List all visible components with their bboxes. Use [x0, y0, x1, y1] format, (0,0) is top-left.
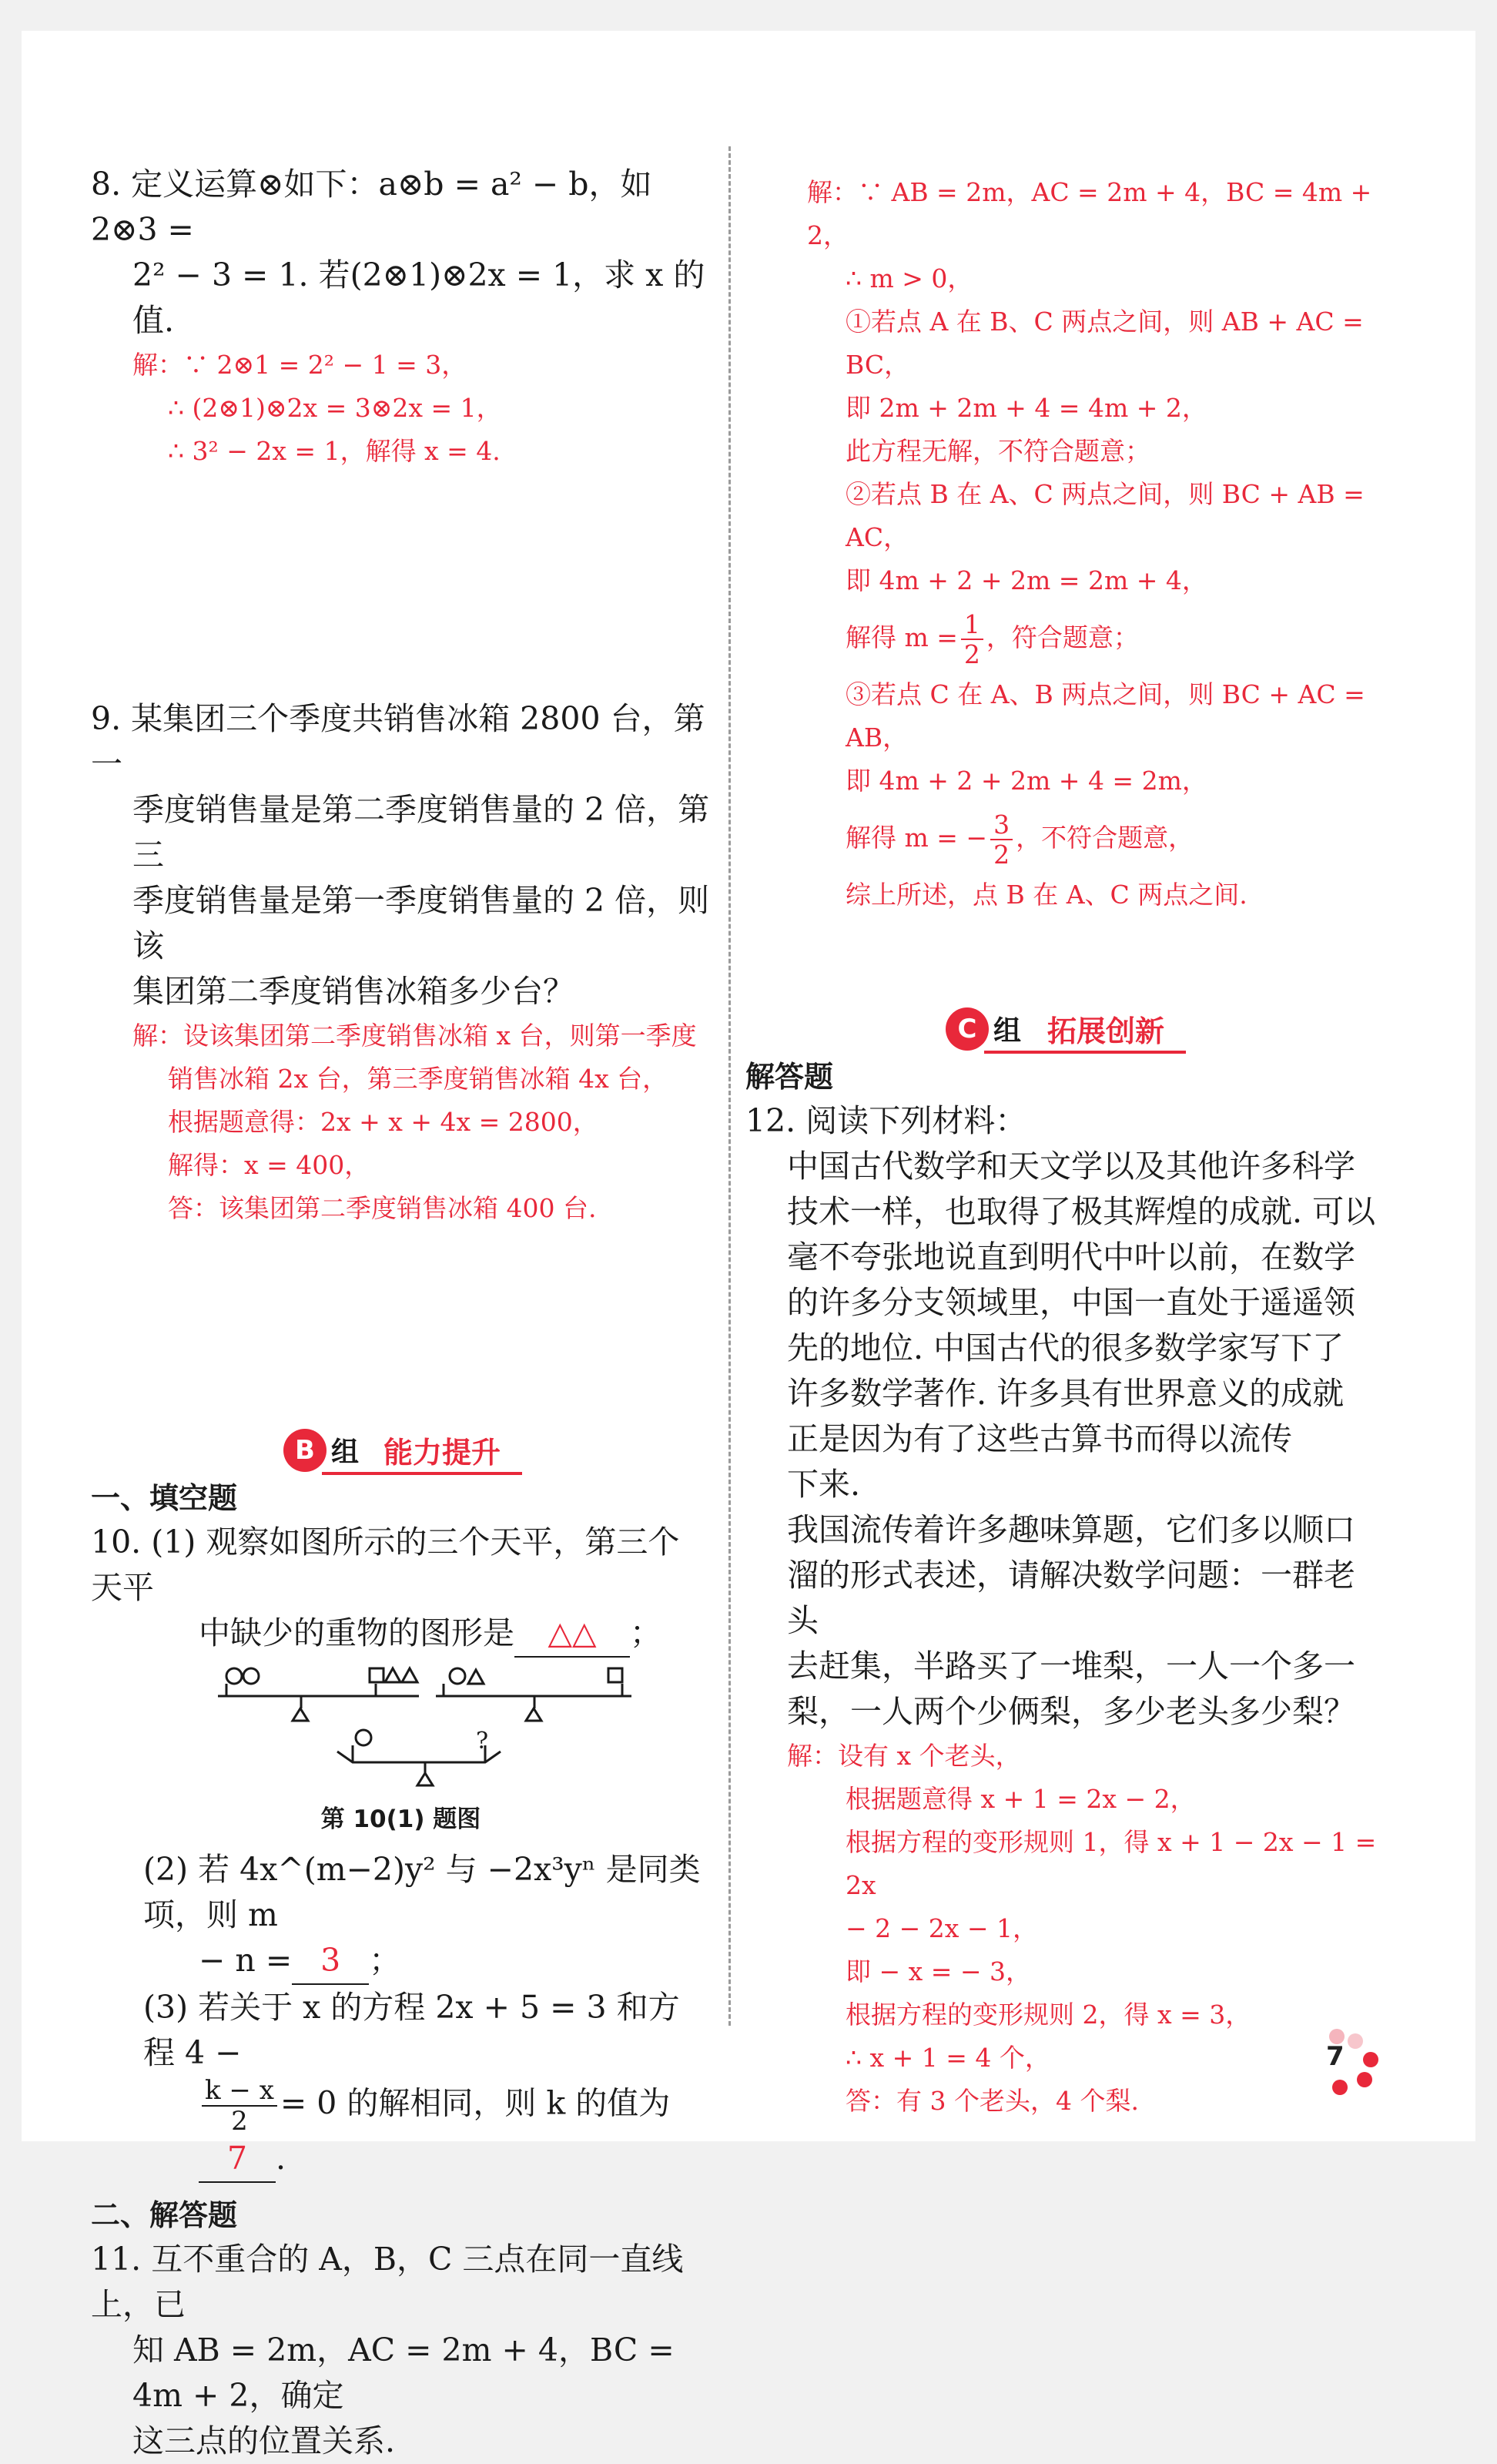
q11-solution-2	[745, 803, 1377, 873]
q11-answer-9: 即 4m + 2 + 2m + 4 = 2m，	[846, 766, 1207, 796]
q12-para2-line4: 梨，一人两个少俩梨，多少老头多少梨？	[787, 1693, 1355, 1730]
q9-answer-5: 答：该集团第二季度销售冰箱 400 台.	[168, 1193, 597, 1223]
scale-beam	[226, 1684, 376, 1696]
q11-answer-6: ②若点 B 在 A、C 两点之间，则 BC + AB = AC，	[846, 479, 1365, 552]
q10-part3-answer: 7	[199, 2136, 276, 2183]
square-weight-icon	[608, 1668, 622, 1682]
balance-scales-figure	[91, 1662, 676, 1793]
fulcrum-icon	[526, 1708, 541, 1721]
q11-line2: 知 AB = 2m，AC = 2m + 4，BC = 4m + 2，确定	[132, 2332, 675, 2414]
q12-answer-4: − 2 − 2x − 1，	[846, 1913, 1038, 1943]
question-mark-icon: ?	[476, 1728, 489, 1755]
q12-answer-1: 解：设有 x 个老头，	[787, 1741, 1021, 1771]
q12-answer-7: ∴ x + 1 = 4 个，	[846, 2043, 1050, 2073]
q11-line1: 11. 互不重合的 A，B，C 三点在同一直线上，已	[91, 2241, 684, 2323]
group-c-zu: 组	[993, 1015, 1022, 1047]
q10-part2-answer: 3	[292, 1938, 369, 1985]
q8-answer-1: 解：∵ 2⊗1 = 2² − 1 = 3，	[132, 350, 467, 380]
fraction-denominator: 2	[231, 2106, 248, 2137]
section-fill-in: 一、填空题	[91, 1481, 238, 1515]
q9-line3: 季度销售量是第一季度销售量的 2 倍，则该	[132, 882, 710, 964]
group-c-title: 拓展创新	[1047, 1014, 1165, 1048]
q11-answer-5: 此方程无解，不符合题意；	[846, 436, 1150, 466]
q12-answer-6: 根据方程的变形规则 2，得 x = 3，	[846, 2000, 1251, 2030]
q8-answer-2: ∴ (2⊗1)⊗2x = 3⊗2x = 1，	[168, 393, 502, 423]
q10-part1-end: ；	[630, 1614, 661, 1651]
figure-caption: 第 10(1) 题图	[320, 1805, 481, 1833]
q10-part2-text: − n =	[199, 1942, 293, 1979]
q11-answer-4: 即 2m + 2m + 4 = 4m + 2，	[846, 393, 1207, 423]
group-b-underline	[322, 1472, 522, 1475]
fraction-numerator: 3	[990, 810, 1013, 840]
section-answer: 解答题	[745, 1060, 834, 1094]
section-solve: 二、解答题	[91, 2198, 238, 2232]
group-b-zu: 组	[331, 1436, 360, 1468]
scale-beam	[444, 1684, 622, 1696]
q12-para2-line2: 溜的形式表述，请解决数学问题：一群老头	[787, 1557, 1355, 1639]
q12-answer-2: 根据题意得 x + 1 = 2x − 2，	[846, 1784, 1196, 1814]
q10-part1-line1: 10. (1) 观察如图所示的三个天平，第三个天平	[91, 1524, 680, 1606]
triangle-weight-icon	[468, 1670, 484, 1684]
q11-answer-2: ∴ m > 0，	[846, 263, 973, 293]
fulcrum-icon	[293, 1708, 308, 1721]
q10-part3-fraction	[202, 2076, 277, 2136]
q12-para1-line5: 先的地位. 中国古代的很多数学家写下了	[787, 1329, 1345, 1366]
page-number: 7	[1326, 2041, 1345, 2072]
decor-dot-icon	[1363, 2052, 1378, 2067]
q11-solution-1-suffix: ，符合题意；	[986, 622, 1139, 652]
group-b-banner	[91, 1423, 711, 1477]
q12-para1-line2: 技术一样，也取得了极其辉煌的成就. 可以	[787, 1193, 1376, 1230]
q12-para2-line3: 去赶集，半路买了一堆梨，一人一个多一	[787, 1648, 1355, 1685]
q10-part1-answer: △△	[514, 1611, 630, 1658]
q12-answer-8: 答：有 3 个老头，4 个梨.	[846, 2086, 1139, 2116]
q11-solution-2-suffix: ，不符合题意，	[1016, 823, 1194, 853]
group-c-underline	[984, 1051, 1186, 1054]
q11-solution-1	[745, 602, 1377, 673]
circle-weight-icon	[450, 1668, 465, 1684]
q11-line3: 这三点的位置关系.	[132, 2422, 396, 2459]
q12-answer-5: 即 − x = − 3，	[846, 1956, 1032, 1986]
q11-solution-1-prefix: 解得 m =	[846, 622, 958, 652]
q12-para1-line6: 许多数学著作. 许多具有世界意义的成就	[787, 1375, 1345, 1412]
q12-para1-line7: 正是因为有了这些古算书而得以流传	[787, 1420, 1292, 1457]
q12-para1-line4: 的许多分支领域里，中国一直处于遥遥领	[787, 1284, 1355, 1321]
q12-answer-3: 根据方程的变形规则 1，得 x + 1 − 2x − 1 = 2x	[846, 1827, 1377, 1900]
q9-answer-1: 解：设该集团第二季度销售冰箱 x 台，则第一季度	[132, 1021, 697, 1051]
q9-line4: 集团第二季度销售冰箱多少台？	[132, 973, 574, 1010]
fraction-numerator: k − x	[202, 2076, 277, 2107]
fraction-numerator: 1	[961, 610, 983, 640]
triangle-weight-icon	[402, 1668, 417, 1682]
right-column	[745, 171, 1377, 2123]
group-c-banner	[745, 1001, 1377, 1055]
q11-answer-3: ①若点 A 在 B、C 两点之间，则 AB + AC = BC，	[846, 307, 1364, 380]
q11-solution-2-prefix: 解得 m = −	[846, 823, 988, 853]
circle-weight-icon	[243, 1668, 259, 1684]
q11-conclusion: 综上所述，点 B 在 A、C 两点之间.	[846, 880, 1248, 910]
q10-part1-text: 中缺少的重物的图形是	[199, 1614, 514, 1651]
q12-para1-line8: 下来.	[787, 1466, 861, 1503]
q11-solution-2-fraction	[990, 810, 1013, 869]
q12-para1-line1: 中国古代数学和天文学以及其他许多科学	[787, 1148, 1355, 1185]
q10-part2-line1: (2) 若 4x^(m−2)y² 与 −2x³yⁿ 是同类项，则 m	[143, 1851, 701, 1933]
circle-weight-icon	[226, 1668, 242, 1684]
decor-dot-icon	[1348, 2033, 1363, 2049]
q8-line1: 8. 定义运算⊗如下：a⊗b = a² − b，如 2⊗3 =	[91, 166, 652, 248]
q10-part3-end: .	[276, 2140, 286, 2177]
square-weight-icon	[370, 1668, 383, 1682]
q10-part3-line1: (3) 若关于 x 的方程 2x + 5 = 3 和方程 4 −	[143, 1989, 680, 2071]
q10-part3-text: = 0 的解相同，则 k 的值为	[280, 2084, 671, 2122]
q10-part3-line2	[91, 2076, 711, 2183]
q12-title: 12. 阅读下列材料：	[745, 1102, 1027, 1139]
q10-part2-line2	[91, 1938, 711, 1985]
decor-dot-icon	[1332, 2080, 1348, 2095]
q11-answer-7: 即 4m + 2 + 2m = 2m + 4，	[846, 565, 1207, 595]
q10-part1-line2	[91, 1611, 711, 1658]
q12-para1-line3: 毫不夸张地说直到明代中叶以前，在数学	[787, 1239, 1355, 1276]
group-b-title: 能力提升	[383, 1436, 501, 1470]
q11-answer-8: ③若点 C 在 A、B 两点之间，则 BC + AC = AB，	[846, 679, 1365, 753]
q10-part2-end: ；	[369, 1942, 401, 1979]
q9-line1: 9. 某集团三个季度共销售冰箱 2800 台，第一	[91, 700, 705, 783]
decor-dot-icon	[1357, 2072, 1372, 2087]
left-column	[91, 162, 711, 2464]
q8-answer-3: ∴ 3² − 2x = 1，解得 x = 4.	[168, 436, 501, 466]
q9-line2: 季度销售量是第二季度销售量的 2 倍，第三	[132, 791, 710, 873]
fraction-denominator: 2	[993, 840, 1010, 870]
q11-solution-1-fraction	[961, 610, 983, 669]
q8-line2: 2² − 3 = 1. 若(2⊗1)⊗2x = 1，求 x 的值.	[132, 256, 705, 339]
circle-weight-icon	[356, 1730, 371, 1745]
q9-answer-4: 解得：x = 400，	[168, 1150, 370, 1180]
fulcrum-icon	[417, 1773, 433, 1785]
q9-answer-3: 根据题意得：2x + x + 4x = 2800，	[168, 1107, 598, 1137]
fraction-denominator: 2	[963, 639, 980, 669]
group-c-badge: C	[946, 1007, 989, 1051]
q9-answer-2: 销售冰箱 2x 台，第三季度销售冰箱 4x 台，	[168, 1064, 668, 1094]
q11-answer-1: 解：∵ AB = 2m，AC = 2m + 4，BC = 4m + 2，	[807, 177, 1372, 250]
triangle-weight-icon	[385, 1668, 400, 1682]
column-divider	[728, 146, 731, 2026]
q12-para2-line1: 我国流传着许多趣味算题，它们多以顺口	[787, 1511, 1355, 1548]
group-b-badge: B	[283, 1429, 327, 1472]
